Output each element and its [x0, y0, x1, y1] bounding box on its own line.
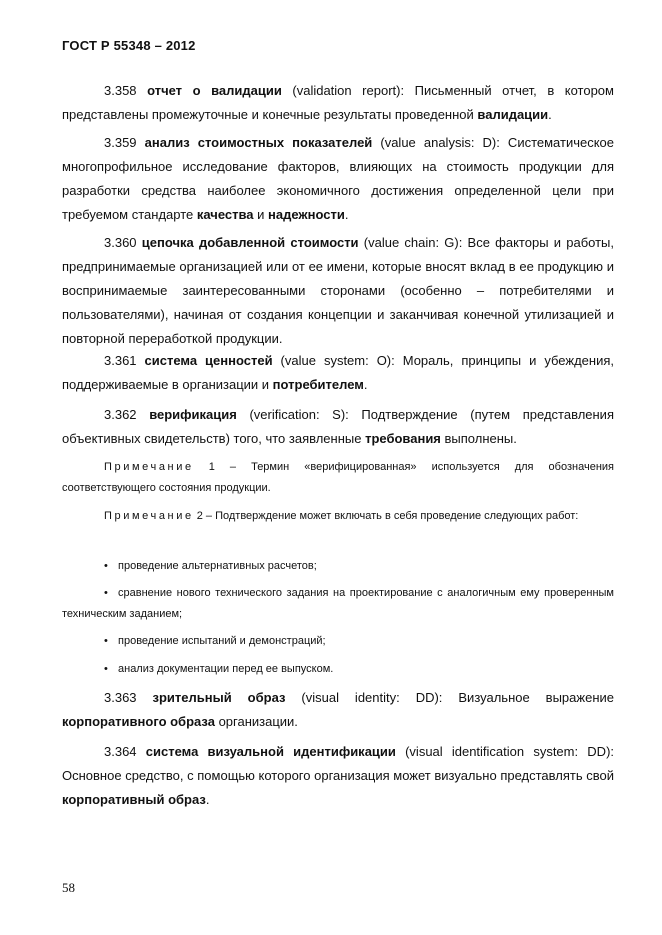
term-3358: 3.358 отчет о валидации (validation report): Письменный отчет, в котором представлены промежуточные и конечные результаты проведенной валидации. — [62, 83, 614, 122]
note-label: Примечание — [104, 461, 194, 473]
bullet-icon: • — [104, 560, 108, 572]
list-item: • анализ документации перед ее выпуском. — [62, 659, 614, 680]
bullet-icon: • — [104, 663, 108, 675]
term-3362: 3.362 верификация (verification: S): Подтверждение (путем представления объективных свидетельств) того, что заявленные требования выполнены. — [62, 407, 614, 446]
term-title: цепочка добавленной стоимости — [141, 235, 359, 250]
list-item: • проведение испытаний и демонстраций; — [62, 631, 614, 652]
document-header: ГОСТ Р 55348 – 2012 — [62, 38, 196, 53]
term-title: система визуальной идентификации — [145, 744, 396, 759]
note-label: Примечание — [104, 510, 194, 522]
term-number: 3.364 — [104, 744, 137, 759]
term-number: 3.360 — [104, 235, 137, 250]
term-reference: качества — [196, 207, 254, 222]
bullet-icon: • — [104, 587, 108, 599]
term-3364: 3.364 система визуальной идентификации (visual identification system: DD): Основное средство, с помощью которого организация может визуально представлять свой корпоративный образ. — [62, 744, 615, 807]
term-3361: 3.361 система ценностей (value system: O): Мораль, принципы и убеждения, поддерживаемые в организации и потребителем. — [62, 353, 614, 392]
term-reference: потребителем — [272, 377, 364, 392]
term-reference: валидации — [477, 107, 549, 122]
term-reference: надежности — [268, 207, 345, 222]
term-3363: 3.363 зрительный образ (visual identity: DD): Визуальное выражение корпоративного образа организации. — [62, 690, 614, 729]
note-1: Примечание 1 – Термин «верифицированная» используется для обозначения соответствующего состояния продукции. — [62, 461, 614, 494]
term-number: 3.362 — [104, 407, 137, 422]
term-number: 3.361 — [104, 353, 137, 368]
term-title: зрительный образ — [152, 690, 286, 705]
term-reference: корпоративный образ — [62, 792, 206, 807]
term-reference: корпоративного образа — [62, 714, 215, 729]
term-number: 3.363 — [104, 690, 137, 705]
list-item: • сравнение нового технического задания на проектирование с аналогичным ему проверенным техническим заданием; — [62, 583, 614, 625]
page-number: 58 — [62, 880, 75, 895]
bullet-icon: • — [104, 635, 108, 647]
term-title: анализ стоимостных показателей — [144, 135, 373, 150]
term-number: 3.359 — [104, 135, 137, 150]
term-title: верификация — [149, 407, 237, 422]
term-reference: требования — [365, 431, 441, 446]
term-number: 3.358 — [104, 83, 137, 98]
note-2: Примечание 2 – Подтверждение может включать в себя проведение следующих работ: — [104, 510, 579, 522]
term-title: система ценностей — [144, 353, 273, 368]
list-item: • проведение альтернативных расчетов; — [62, 556, 614, 577]
term-title: отчет о валидации — [147, 83, 282, 98]
term-3359: 3.359 анализ стоимостных показателей (value analysis: D): Систематическое многопрофильное исследование факторов, влияющих на стоимость продукции для разработки средства наиболее экономичного достижения определенной цели при требуемом стандарте качества и надежности. — [62, 135, 615, 222]
term-3360: 3.360 цепочка добавленной стоимости (value chain: G): Все факторы и работы, предпринимаемые организацией или от ее имени, которые вносят вклад в ее продукцию и воспринимаемые заинтересованными сторонами (особенно – потребителями и пользователями), начиная от создания концепции и заканчивая конечной утилизацией и повторной переработкой продукции. — [62, 235, 614, 346]
